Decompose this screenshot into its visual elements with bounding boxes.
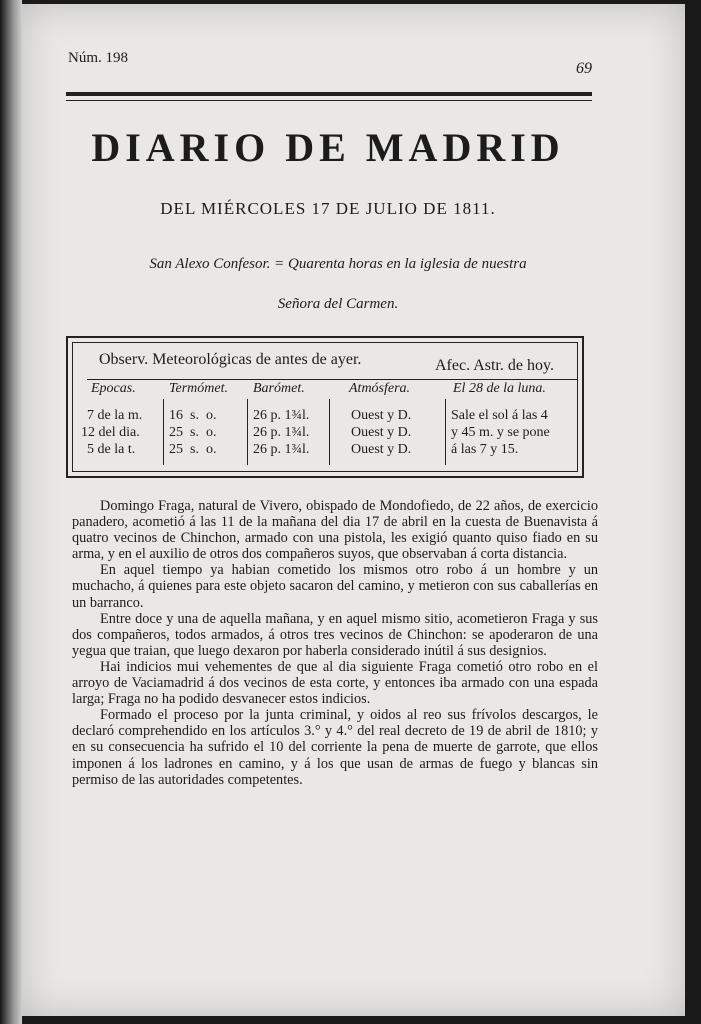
issue-number: Núm. 198 (68, 50, 128, 66)
newspaper-page (22, 4, 685, 1016)
col-header-termometro: Termómet. (169, 381, 228, 396)
row-epoca: 12 del dia. (81, 425, 140, 440)
astro-line: y 45 m. y se pone (451, 425, 550, 440)
row-epoca: 5 de la t. (87, 442, 136, 457)
weather-heading: Observ. Meteorológicas de antes de ayer. (99, 351, 362, 368)
masthead-title: DIARIO DE MADRID (91, 125, 565, 170)
table-divider (87, 379, 577, 380)
row-barometro: 26 p. 1¾l. (253, 408, 310, 423)
col-header-atmosfera: Atmósfera. (349, 381, 411, 396)
col-header-epocas: Epocas. (91, 381, 136, 396)
article-body (72, 498, 598, 788)
page-binding-edge (0, 0, 22, 1024)
row-barometro: 26 p. 1¾l. (253, 425, 310, 440)
col-header-luna: El 28 de la luna. (453, 381, 546, 396)
weather-table-frame (72, 342, 578, 472)
row-termometro: 25 s. o. (169, 425, 217, 440)
astro-line: Sale el sol á las 4 (451, 408, 548, 423)
row-atmosfera: Ouest y D. (351, 442, 412, 457)
weather-table (66, 336, 584, 478)
saint-line-2: Señora del Carmen. (277, 296, 399, 312)
row-termometro: 25 s. o. (169, 442, 217, 457)
column-rule (247, 399, 248, 465)
article-paragraph: Entre doce y una de aquella mañana, y en aquel mismo sitio, acometieron Fraga y sus dos compañeros, todos armados, á otros tres vecinos de Chinchon: se apoderaron de una yegua que traian, que luego dexaron por haberla considerado inútil á sus designios. (72, 610, 598, 659)
saint-notice (78, 244, 598, 324)
article-paragraph: Domingo Fraga, natural de Vivero, obispado de Mondofiedo, de 22 años, de exercicio panadero, acometió á las 11 de la mañana del dia 17 de abril en la cuesta de Buenavista á quatro vecinos de Chinchon, armado con una pistola, les exigió quanto quiso fiado en su arma, y en el auxilio de otros dos compañeros suyos, que observaban á corta distancia. (72, 498, 598, 563)
astro-heading: Afec. Astr. de hoy. (435, 357, 554, 374)
column-rule (163, 399, 164, 465)
row-epoca: 7 de la m. (87, 408, 143, 423)
column-rule (329, 399, 330, 465)
page-number: 69 (576, 60, 592, 77)
saint-line-1: San Alexo Confesor. = Quarenta horas en la iglesia de nuestra (149, 256, 527, 272)
row-atmosfera: Ouest y D. (351, 425, 412, 440)
row-termometro: 16 s. o. (169, 408, 217, 423)
row-barometro: 26 p. 1¾l. (253, 442, 310, 457)
col-header-barometro: Barómet. (253, 381, 305, 396)
dateline: DEL MIÉRCOLES 17 DE JULIO DE 1811. (160, 199, 496, 218)
article-paragraph: Hai indicios mui vehementes de que al dia siguiente Fraga cometió otro robo en el arroyo de Vaciamadrid á dos vecinos de esta corte, y entonces iba armado con una espada larga; Fraga no ha podido desvanecer estos indicios. (72, 658, 598, 708)
article-paragraph: Formado el proceso por la junta criminal, y oidos al reo sus frívolos descargos, le declaró comprehendido en los artículos 3.° y 4.° del real decreto de 19 de abril de 1810; y en su consecuencia ha sufrido el 10 del corriente la pena de muerte de garrote, que ellos imponen á los ladrones en camino, y á los que usan de armas de fuego y blancas sin permiso de las autoridades competentes. (72, 707, 598, 788)
masthead-rule (66, 92, 592, 96)
article-paragraph: En aquel tiempo ya habian cometido los mismos otro robo á un hombre y un muchacho, á quienes para este objeto sacaron del camino, y metieron con sus caballerías en un barranco. (72, 562, 598, 611)
column-rule (445, 399, 446, 465)
row-atmosfera: Ouest y D. (351, 408, 412, 423)
astro-line: á las 7 y 15. (451, 442, 519, 457)
masthead-rule-thin (66, 100, 592, 101)
